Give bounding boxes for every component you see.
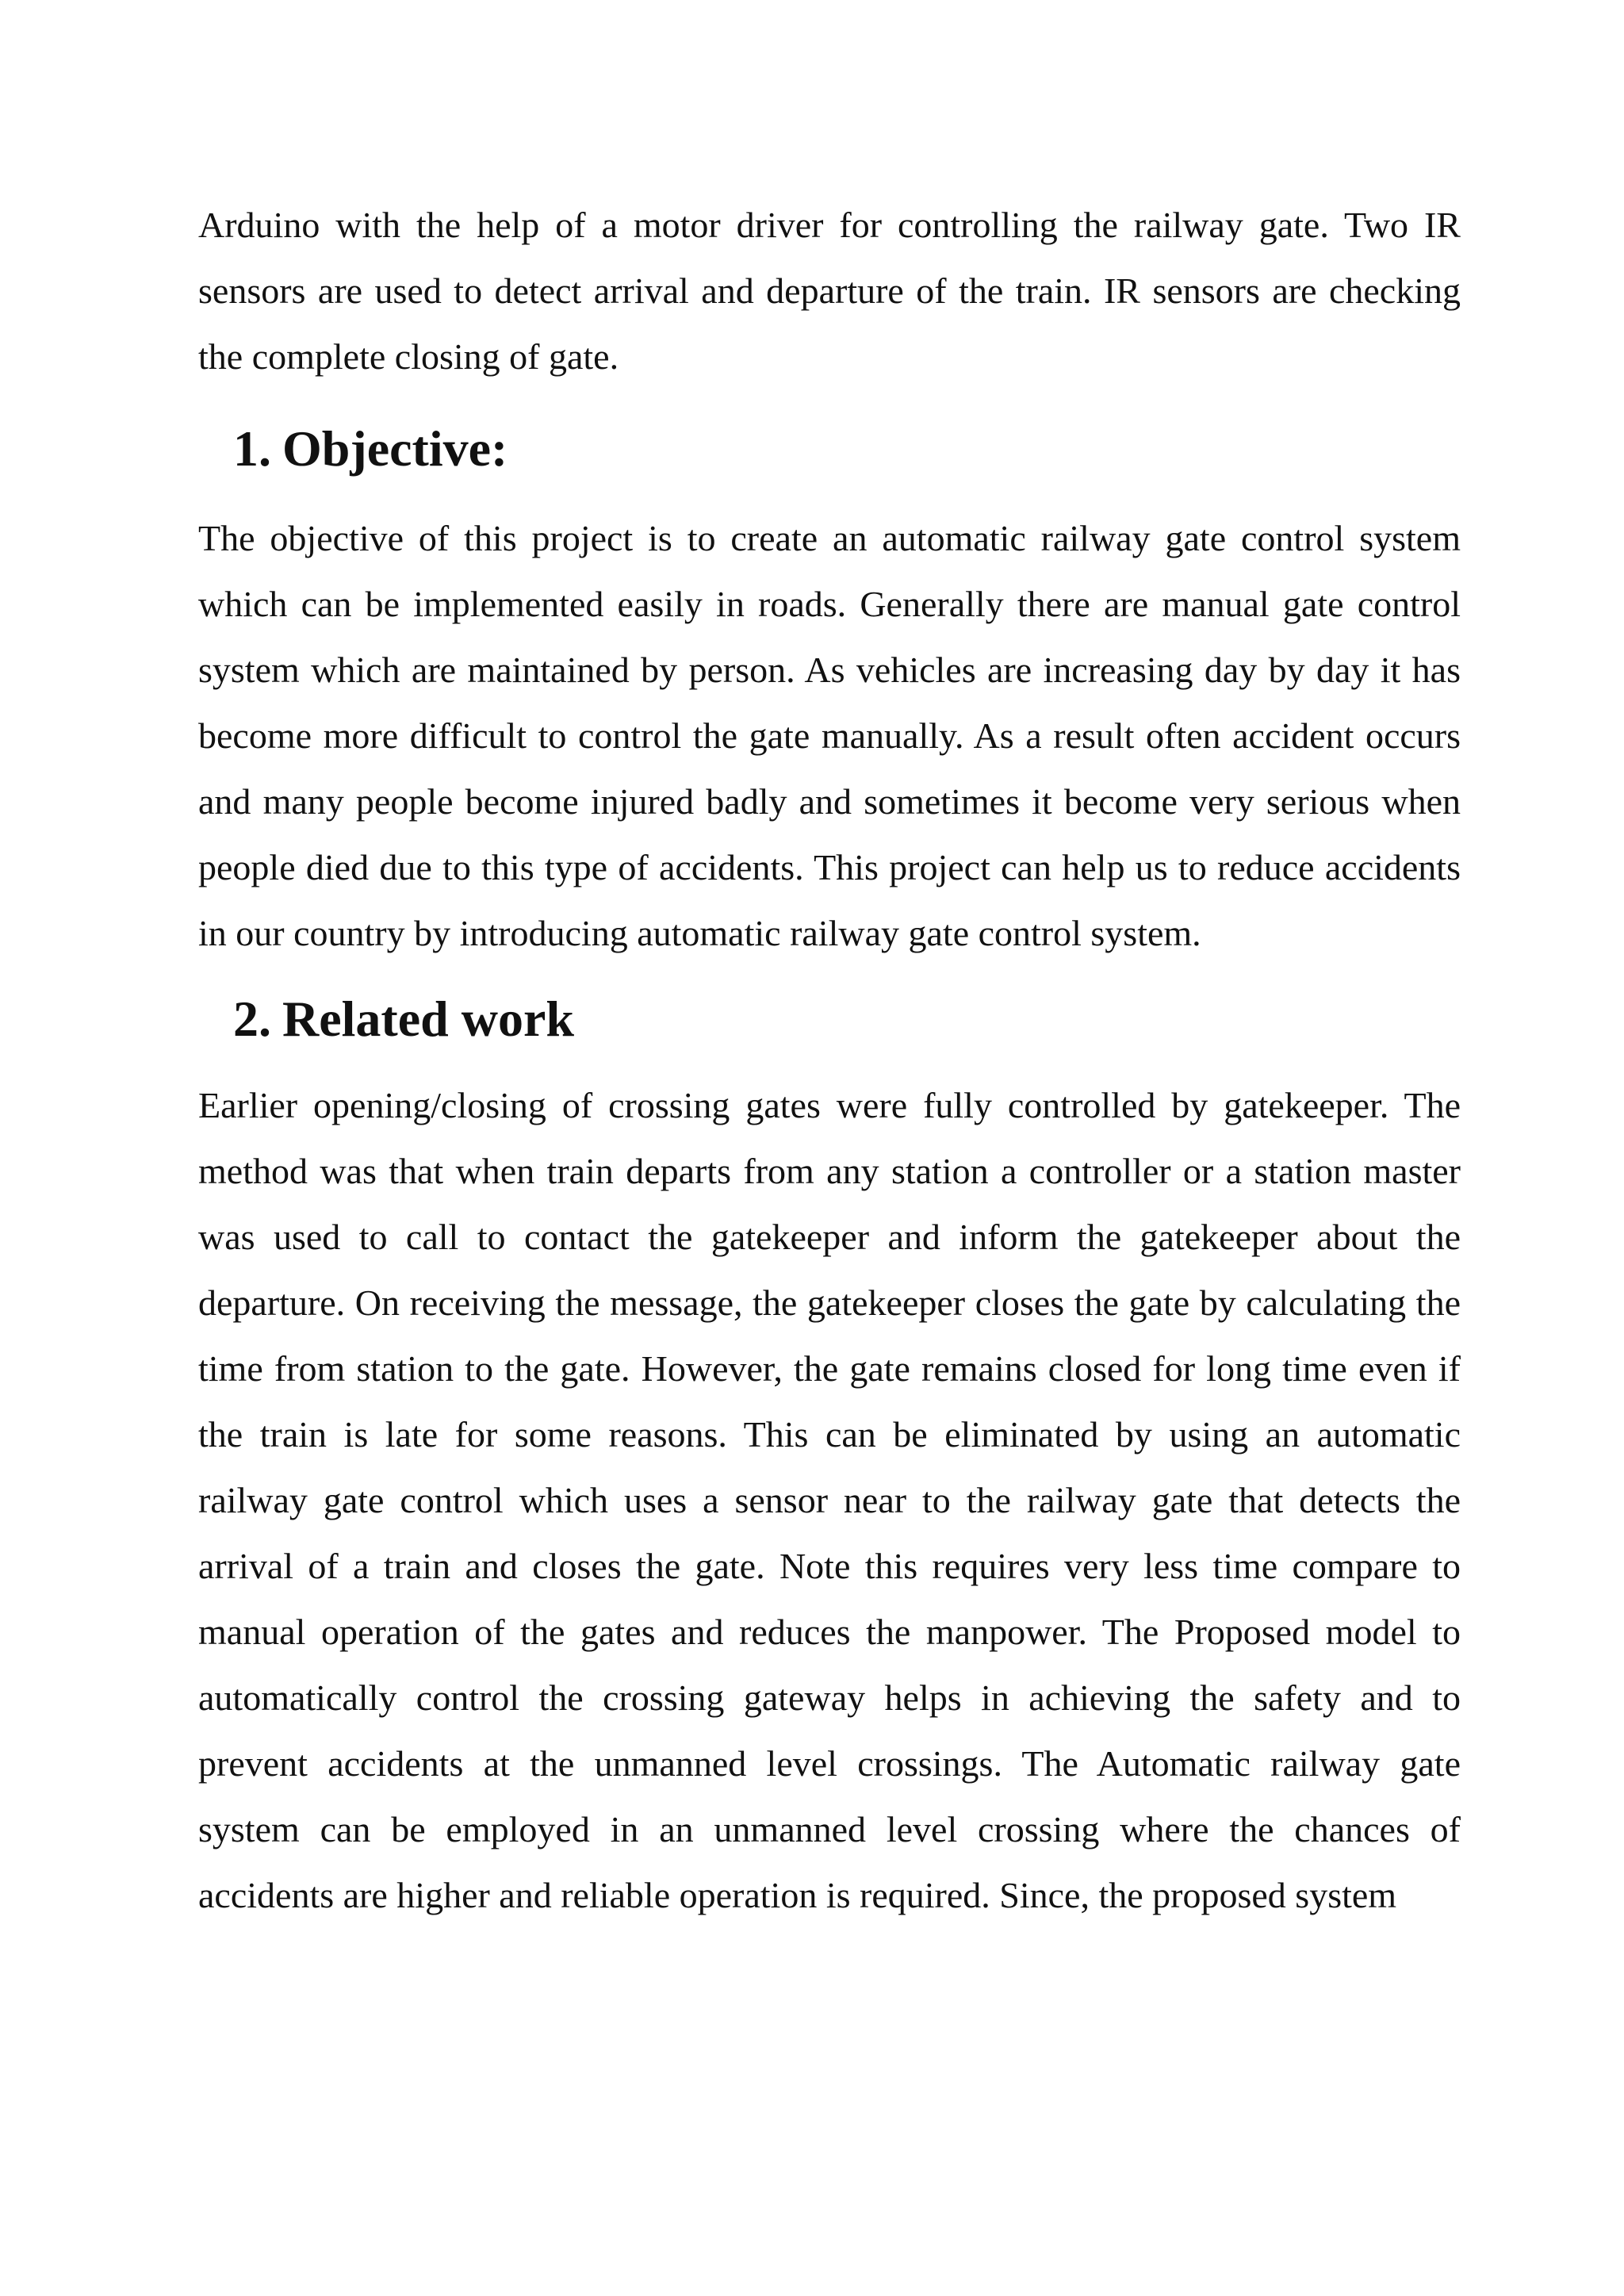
- intro-paragraph: Arduino with the help of a motor driver for controlling the railway gate. Two IR sensors are used to detect arrival and departure of the train. IR sensors are checking the complete closing of gate.: [198, 205, 1461, 377]
- section-number: 1.: [233, 420, 271, 477]
- section-heading-related-work: [198, 983, 1461, 1055]
- section-number: 2.: [233, 991, 271, 1047]
- section-title: Objective:: [282, 420, 508, 477]
- section-heading-objective: [198, 413, 1461, 485]
- related-work-paragraph: Earlier opening/closing of crossing gates were fully controlled by gatekeeper. The method was that when train departs from any station a controller or a station master was used to call to contact the gatekeeper and inform the gatekeeper about the departure. On receiving the message, the gatekeeper closes the gate by calculating the time from station to the gate. However, the gate remains closed for long time even if the train is late for some reasons. This can be eliminated by using an automatic railway gate control which uses a sensor near to the railway gate that detects the arrival of a train and closes the gate. Note this requires very less time compare to manual operation of the gates and reduces the manpower. The Proposed model to automatically control the crossing gateway helps in achieving the safety and to prevent accidents at the unmanned level crossings. The Automatic railway gate system can be employed in an unmanned level crossing where the chances of accidents are higher and reliable operation is required. Since, the proposed system: [198, 1085, 1461, 1915]
- objective-paragraph: The objective of this project is to create an automatic railway gate control system which can be implemented easily in roads. Generally there are manual gate control system which are maintained by person. As vehicles are increasing day by day it has become more difficult to control the gate manually. As a result often accident occurs and many people become injured badly and sometimes it become very serious when people died due to this type of accidents. This project can help us to reduce accidents in our country by introducing automatic railway gate control system.: [198, 518, 1461, 953]
- page-content: [198, 192, 1461, 1928]
- section-title: Related work: [282, 991, 574, 1047]
